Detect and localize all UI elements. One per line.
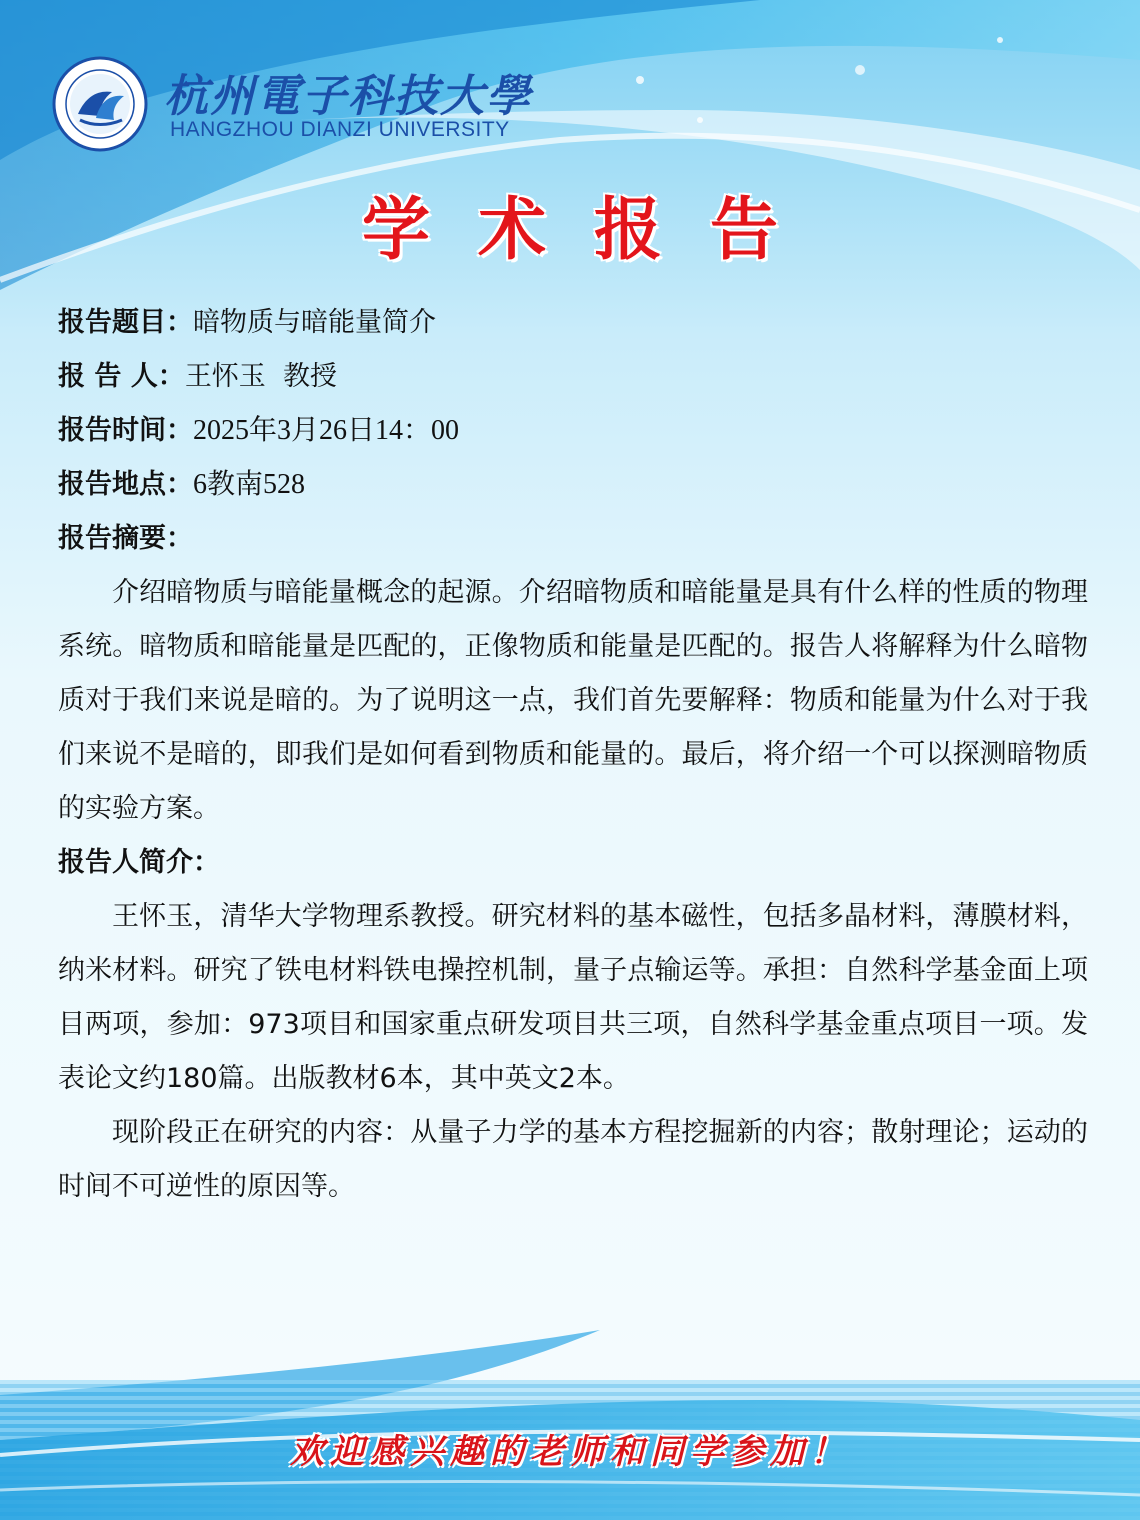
bio-label: 报告人简介： xyxy=(58,847,220,878)
bio-heading-row xyxy=(58,836,1088,890)
abstract-text: 介绍暗物质与暗能量概念的起源。介绍暗物质和暗能量是具有什么样的性质的物理系统。暗物质和暗能量是匹配的，正像物质和能量是匹配的。报告人将解释为什么暗物质对于我们来说是暗的。为了说明这一点，我们首先要解释：物质和能量为什么对于我们来说不是暗的，即我们是如何看到物质和能量的。最后，将介绍一个可以探测暗物质的实验方案。 xyxy=(58,577,1088,824)
time-label: 报告时间： xyxy=(58,415,193,446)
time-row xyxy=(58,404,1088,458)
topic-label: 报告题目： xyxy=(58,307,193,338)
topic-value: 暗物质与暗能量简介 xyxy=(193,307,436,338)
topic-row xyxy=(58,296,1088,350)
university-name-chinese: 杭州電子科技大學 xyxy=(164,71,532,122)
abstract-label: 报告摘要： xyxy=(58,523,193,554)
speaker-label: 报 告 人： xyxy=(58,361,185,392)
university-emblem-icon xyxy=(52,56,148,152)
bio-paragraph-2: 现阶段正在研究的内容：从量子力学的基本方程挖掘新的内容；散射理论；运动的时间不可逆性的原因等。 xyxy=(58,1117,1088,1202)
place-row xyxy=(58,458,1088,512)
bio-paragraph-1: 王怀玉，清华大学物理系教授。研究材料的基本磁性，包括多晶材料，薄膜材料，纳米材料。研究了铁电材料铁电操控机制，量子点输运等。承担：自然科学基金面上项目两项，参加：973项目和国家重点研发项目共三项，自然科学基金重点项目一项。发表论文约180篇。出版教材6本，其中英文2本。 xyxy=(58,901,1088,1094)
page-title: 学术报告 xyxy=(361,191,826,270)
welcome-footer: 欢迎感兴趣的老师和同学参加！ xyxy=(290,1432,850,1472)
time-value: 2025年3月26日14：00 xyxy=(193,415,460,446)
speaker-row xyxy=(58,350,1088,404)
place-value: 6教南528 xyxy=(193,469,306,500)
university-name-english: HANGZHOU DIANZI UNIVERSITY xyxy=(170,118,510,141)
place-label: 报告地点： xyxy=(58,469,193,500)
report-info xyxy=(58,296,1088,1214)
speaker-value: 王怀玉 教授 xyxy=(184,361,337,392)
abstract-heading-row xyxy=(58,512,1088,566)
